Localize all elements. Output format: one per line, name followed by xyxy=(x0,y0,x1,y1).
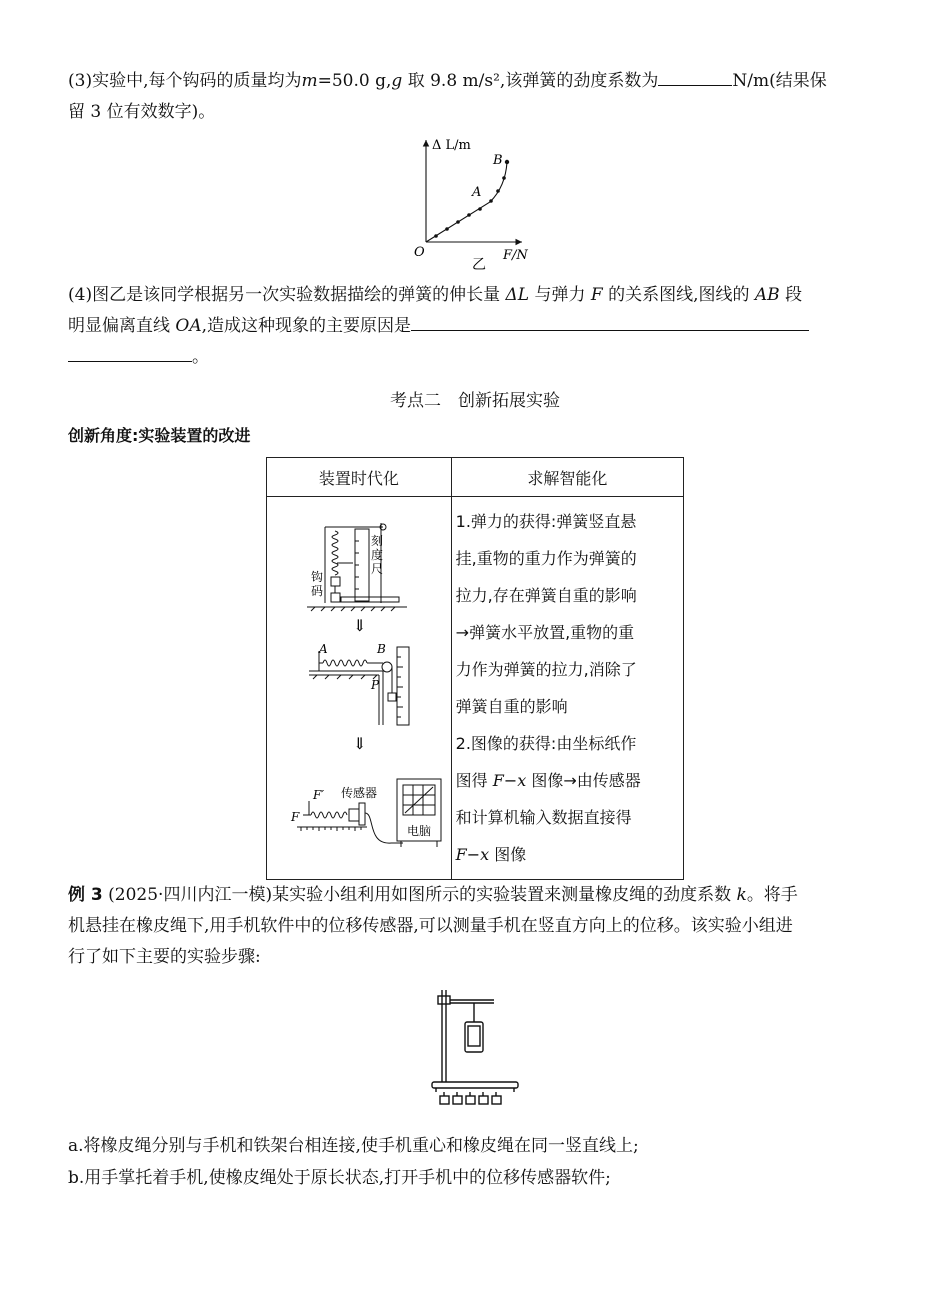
phone-stand-figure xyxy=(420,984,530,1118)
down-arrow-1: ⇓ xyxy=(353,616,367,635)
method-line-7: 2.图像的获得:由坐标纸作 xyxy=(455,734,637,753)
example-k: k xyxy=(736,885,747,905)
graph-yi xyxy=(410,132,530,272)
q3-m-var: m xyxy=(301,71,318,91)
col1-header: 装置时代化 xyxy=(267,458,452,497)
weight-label-1: 钩 xyxy=(311,570,324,584)
innovation-heading: 创新角度:实验装置的改进 xyxy=(68,426,251,445)
comparison-table xyxy=(266,457,684,880)
q4-end: 。 xyxy=(192,347,209,367)
f-prime-label: F′ xyxy=(313,788,325,802)
ruler-label-2: 度 xyxy=(371,548,384,562)
method-line-10: F−x 图像 xyxy=(455,845,527,864)
answer-blank-q3 xyxy=(658,67,732,86)
apparatus-figure xyxy=(267,497,451,877)
answer-blank-q4-a xyxy=(411,312,809,331)
f-label: F xyxy=(291,810,300,824)
method-line-6: 弹簧自重的影响 xyxy=(455,697,568,716)
ruler-label-1: 刻 xyxy=(371,534,384,548)
col2-header: 求解智能化 xyxy=(451,458,683,497)
point-b-label: B xyxy=(493,153,503,168)
q4-dl: ΔL xyxy=(505,285,530,305)
method-line-3: 拉力,存在弹簧自重的影响 xyxy=(455,586,637,605)
example-text-1-end: 。将手 xyxy=(746,885,798,905)
sensor-label: 传感器 xyxy=(341,786,378,800)
graph-caption: 乙 xyxy=(472,257,486,272)
step-a: a.将橡皮绳分别与手机和铁架台相连接,使手机重心和橡皮绳在同一竖直线上; xyxy=(68,1136,639,1156)
example-label: 例 3 xyxy=(68,885,103,905)
q3-text-2: =50.0 g, xyxy=(317,71,392,91)
example-text-1: 某实验小组利用如图所示的实验装置来测量橡皮绳的劲度系数 xyxy=(272,885,737,905)
q3-text-4: N/m(结果保 xyxy=(732,71,827,91)
method-line-4: →弹簧水平放置,重物的重 xyxy=(455,623,635,642)
section-title: 考点二 创新拓展实验 xyxy=(390,391,560,411)
origin-label: O xyxy=(414,245,425,260)
q4-text-2: 与弹力 xyxy=(529,285,591,305)
label-p: P xyxy=(371,678,380,692)
example-line-2: 机悬挂在橡皮绳下,用手机软件中的位移传感器,可以测量手机在竖直方向上的位移。该实验小组进 xyxy=(68,916,793,936)
x-axis-label: F/N xyxy=(503,248,528,263)
q3-g-var: g xyxy=(391,71,403,91)
label-a: A xyxy=(319,642,328,656)
q3-line-2: 留 3 位有效数字)。 xyxy=(68,102,216,122)
method-line-9: 和计算机输入数据直接得 xyxy=(455,808,632,827)
horizontal-spring-setup xyxy=(309,647,409,725)
q4-text-1: (4)图乙是该同学根据另一次实验数据描绘的弹簧的伸长量 xyxy=(68,285,506,305)
curve-oab xyxy=(426,162,507,242)
ruler-label-3: 尺 xyxy=(371,562,384,576)
answer-blank-q4-b xyxy=(68,343,192,362)
apparatus-figure-cell xyxy=(267,497,452,880)
computer-label: 电脑 xyxy=(407,824,432,838)
q4-line2-b: ,造成这种现象的主要原因是 xyxy=(201,316,412,336)
method-description-cell xyxy=(451,497,683,880)
q4-line2-a: 明显偏离直线 xyxy=(68,316,176,336)
method-line-2: 挂,重物的重力作为弹簧的 xyxy=(455,549,637,568)
q3-text-1: (3)实验中,每个钩码的质量均为 xyxy=(68,71,302,91)
down-arrow-2: ⇓ xyxy=(353,734,367,753)
q4-ab: AB xyxy=(754,285,780,305)
example-line-3: 行了如下主要的实验步骤: xyxy=(68,947,261,967)
label-b: B xyxy=(377,642,386,656)
question-3 xyxy=(68,66,884,128)
y-axis-label: Δ L/m xyxy=(432,138,471,153)
q4-text-3: 的关系图线,图线的 xyxy=(602,285,755,305)
q3-text-3: 取 9.8 m/s²,该弹簧的劲度系数为 xyxy=(402,71,659,91)
method-line-5: 力作为弹簧的拉力,消除了 xyxy=(455,660,637,679)
example-3 xyxy=(68,880,884,973)
example-source: (2025·四川内江一模) xyxy=(102,885,273,905)
point-a-label: A xyxy=(472,185,482,200)
weight-label-2: 码 xyxy=(311,584,324,598)
q4-text-4: 段 xyxy=(779,285,803,305)
q4-f: F xyxy=(590,285,603,305)
question-4 xyxy=(68,280,884,373)
method-line-8: 图得 F−x 图像→由传感器 xyxy=(455,771,641,790)
method-line-1: 1.弹力的获得:弹簧竖直悬 xyxy=(455,512,637,531)
step-b: b.用手掌托着手机,使橡皮绳处于原长状态,打开手机中的位移传感器软件; xyxy=(68,1168,611,1188)
q4-oa: OA xyxy=(175,316,202,336)
